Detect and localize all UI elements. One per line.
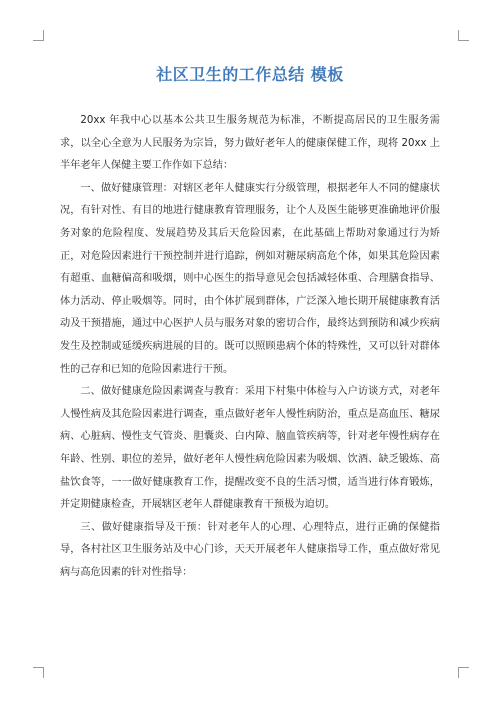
paragraph-intro: 20xx 年我中心以基本公共卫生服务规范为标准，不断提高居民的卫生服务需求，以全心全意为人民服务为宗旨，努力做好老年人的健康保健工作，现将 20xx 上半年老年人保健主要工作作如下总结： <box>60 115 440 172</box>
crop-mark-bottom-right <box>458 667 469 678</box>
paragraph-health-management: 一、做好健康管理：对辖区老年人健康实行分级管理，根据老年人不同的健康状况，有针对性、有目的地进行健康教育管理服务，让个人及医生能够更准确地评价服务对象的危险程度、发展趋势及其后天危险因素，在此基础上帮助对象通过行为矫正，对危险因素进行干预控制并进行追踪，例如对糖尿病高危个体，如果其危险因素有超重、血糖偏高和吸烟，则中心医生的指导意见会包括减轻体重、合理膳食指导、体力活动、停止吸烟等。同时，由个体扩展到群体，广泛深入地长期开展健康教育活动及干预措施，通过中心医护人员与服务对象的密切合作，最终达到预防和减少疾病发生及控制或延缓疾病进展的目的。既可以照顾患病个体的特殊性，又可以针对群体性的己存和已知的危险因素进行干预。 <box>60 182 440 375</box>
paragraph-guidance: 三、做好健康指导及干预：针对老年人的心理、心理特点，进行正确的保健指导，各村社区卫生服务站及中心门诊，天天开展老年人健康指导工作，重点做好常见病与高危因素的针对性指导： <box>60 521 440 578</box>
document-title: 社区卫生的工作总结 模板 <box>156 65 344 84</box>
crop-mark-bottom-left <box>33 667 44 678</box>
crop-mark-top-right <box>458 30 469 41</box>
crop-mark-top-left <box>33 30 44 41</box>
document-body <box>60 110 440 584</box>
paragraph-risk-survey: 二、做好健康危险因素调查与教育：采用下村集中体检与入户访谈方式，对老年人慢性病及其危险因素进行调查，重点做好老年人慢性病防治，重点是高血压、糖尿病、心脏病、慢性支气管炎、胆囊炎、白内障、脑血管疾病等，针对老年慢性病存在年龄、性别、职位的差异，做好老年人慢性病危险因素为吸烟、饮酒、缺乏锻炼、高盐饮食等，一一做好健康教育工作，提醒改变不良的生活习惯，适当进行体育锻炼，并定期健康检查，开展辖区老年人群健康教育干预极为迫切。 <box>60 386 440 511</box>
